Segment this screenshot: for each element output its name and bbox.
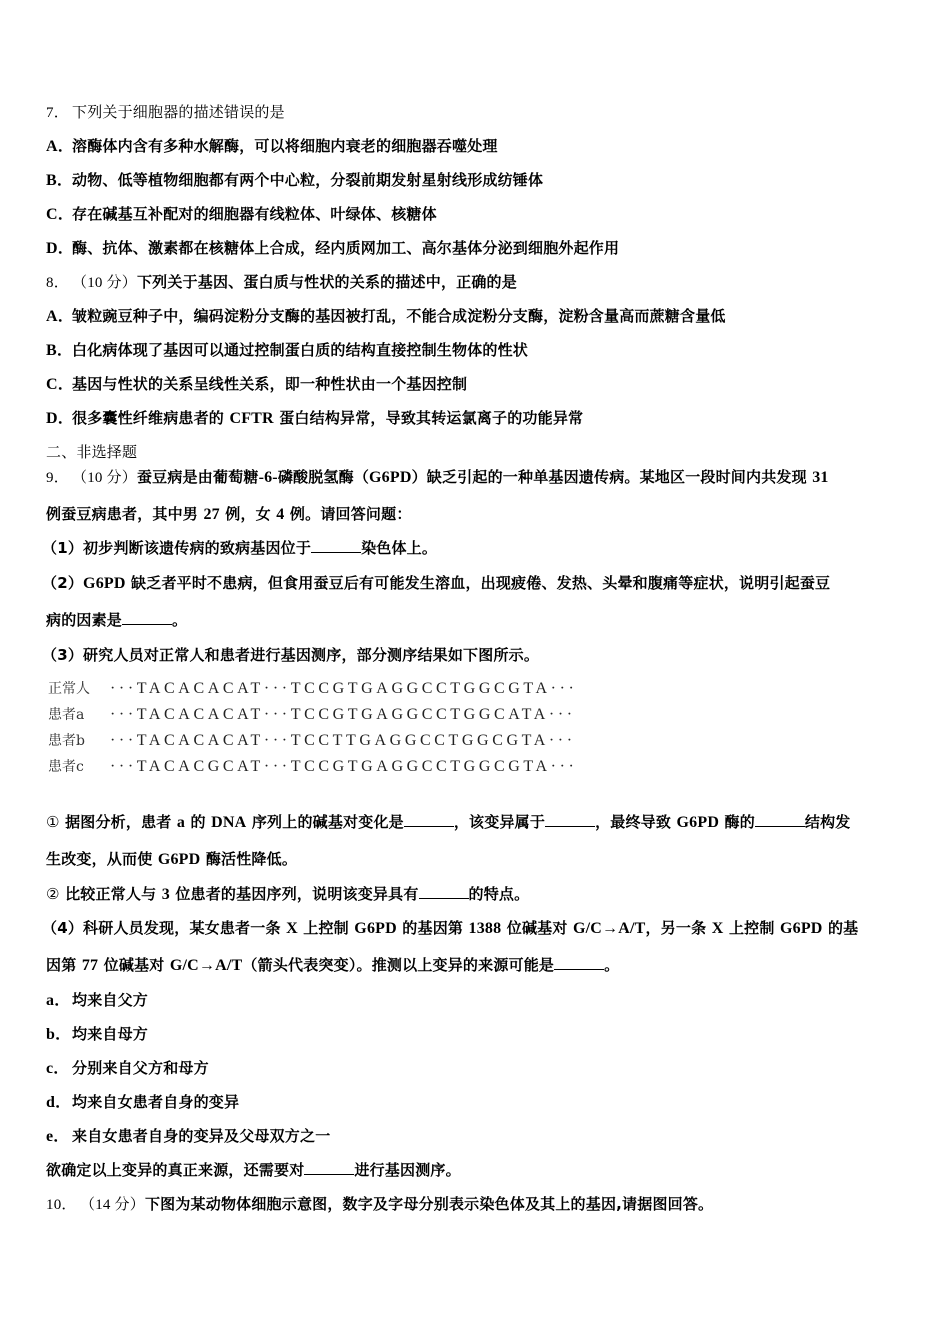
q9-part2-line2: 病的因素是 。 xyxy=(46,611,188,629)
answer-blank-8[interactable] xyxy=(304,1160,354,1175)
q7-stem: 7． 下列关于细胞器的描述错误的是 xyxy=(46,103,285,121)
q7-option-a[interactable]: A．溶酶体内含有多种水解酶，可以将细胞内衰老的细胞器吞噬处理 xyxy=(46,137,498,155)
q9-sub1-line2: 生改变，从而使 G6PD 酶活性降低。 xyxy=(46,850,298,868)
answer-blank-5[interactable] xyxy=(755,812,805,827)
q9-option-e[interactable]: e． 来自女患者自身的变异及父母双方之一 xyxy=(46,1127,331,1145)
q8-score: （10 分） xyxy=(72,275,137,291)
dna-sequence-figure xyxy=(48,676,577,780)
answer-blank-6[interactable] xyxy=(419,884,469,899)
section-title: 二、非选择题 xyxy=(46,443,138,461)
answer-blank-1[interactable] xyxy=(311,538,361,553)
sequence-row-patient-a: 患者a ···TACACACAT···TCCGTGAGGCCTGGCATA··· xyxy=(48,706,576,723)
q9-intro-line1: 9． （10 分）蚕豆病是由葡萄糖-6-磷酸脱氢酶（G6PD）缺乏引起的一种单基因遗传病。某地区一段时间内共发现 31 xyxy=(46,468,829,486)
q9-part4-line1: （4）科研人员发现，某女患者一条 X 上控制 G6PD 的基因第 1388 位碱基对 G/C→A/T，另一条 X 上控制 G6PD 的基 xyxy=(42,919,859,937)
sequence-row-patient-c: 患者c ···TACACGCAT···TCCGTGAGGCCTGGCGTA··· xyxy=(48,758,578,775)
q10-stem: 10． （14 分）下图为某动物体细胞示意图，数字及字母分别表示染色体及其上的基因,请据图回答。 xyxy=(46,1195,714,1213)
q9-option-d[interactable]: d．均来自女患者自身的变异 xyxy=(46,1093,240,1111)
answer-blank-4[interactable] xyxy=(545,812,595,827)
q9-part2-line1: （2）G6PD 缺乏者平时不患病，但食用蚕豆后有可能发生溶血，出现疲倦、发热、头晕和腹痛等症状，说明引起蚕豆 xyxy=(42,574,831,592)
q7-option-d[interactable]: D．酶、抗体、激素都在核糖体上合成，经内质网加工、高尔基体分泌到细胞外起作用 xyxy=(46,239,620,257)
answer-blank-2[interactable] xyxy=(122,610,172,625)
q9-option-a[interactable]: a． 均来自父方 xyxy=(46,991,149,1009)
q9-sub2: ② 比较正常人与 3 位患者的基因序列，说明该变异具有 的特点。 xyxy=(46,885,530,903)
q10-score: （14 分） xyxy=(80,1197,145,1213)
q9-option-c[interactable]: c． 分别来自父方和母方 xyxy=(46,1059,209,1077)
q8-option-b[interactable]: B．白化病体现了基因可以通过控制蛋白质的结构直接控制生物体的性状 xyxy=(46,341,529,359)
q9-sub1-line1: ① 据图分析，患者 a 的 DNA 序列上的碱基对变化是 ，该变异属于 ，最终导致 G6PD 酶的 结构发 xyxy=(46,813,851,831)
q7-number: 7． xyxy=(46,105,69,121)
q9-intro-line2: 例蚕豆病患者，其中男 27 例，女 4 例。请回答问题： xyxy=(46,505,412,523)
q9-final: 欲确定以上变异的真正来源，还需要对 进行基因测序。 xyxy=(46,1161,461,1179)
q9-part1: （1）初步判断该遗传病的致病基因位于 染色体上。 xyxy=(42,539,438,557)
answer-blank-3[interactable] xyxy=(404,812,454,827)
q8-stem: 8． （10 分）下列关于基因、蛋白质与性状的关系的描述中，正确的是 xyxy=(46,273,517,291)
q9-part4-line2: 因第 77 位碱基对 G/C→A/T（箭头代表突变）。推测以上变异的来源可能是 。 xyxy=(46,956,620,974)
q8-option-c[interactable]: C．基因与性状的关系呈线性关系，即一种性状由一个基因控制 xyxy=(46,375,468,393)
sequence-row-normal: 正常人 ···TACACACAT···TCCGTGAGGCCTGGCGTA··· xyxy=(48,680,578,697)
q7-option-b[interactable]: B．动物、低等植物细胞都有两个中心粒，分裂前期发射星射线形成纺锤体 xyxy=(46,171,544,189)
q9-part3: （3）研究人员对正常人和患者进行基因测序，部分测序结果如下图所示。 xyxy=(42,646,540,664)
answer-blank-7[interactable] xyxy=(554,955,604,970)
q9-option-b[interactable]: b．均来自母方 xyxy=(46,1025,149,1043)
q8-option-a[interactable]: A．皱粒豌豆种子中，编码淀粉分支酶的基因被打乱，不能合成淀粉分支酶，淀粉含量高而蔗糖含量低 xyxy=(46,307,726,325)
q8-option-d[interactable]: D．很多囊性纤维病患者的 CFTR 蛋白结构异常，导致其转运氯离子的功能异常 xyxy=(46,409,584,427)
q7-option-c[interactable]: C．存在碱基互补配对的细胞器有线粒体、叶绿体、核糖体 xyxy=(46,205,437,223)
sequence-row-patient-b: 患者b ···TACACACAT···TCCTTGAGGCCTGGCGTA··· xyxy=(48,732,576,749)
